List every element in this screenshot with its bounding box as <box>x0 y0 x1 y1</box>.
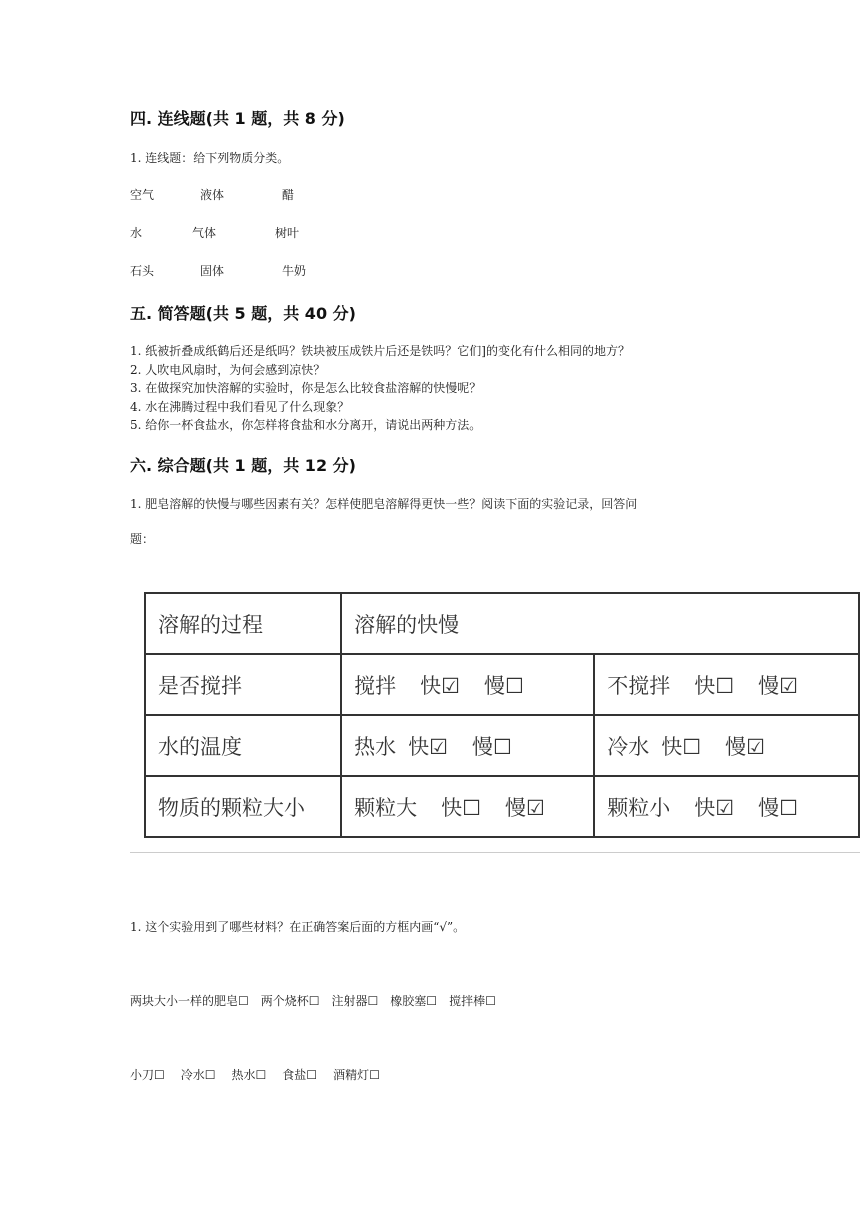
fast-checkbox-label: 快☐ <box>441 795 481 820</box>
matching-item: 醋 <box>282 188 295 202</box>
material-option: 酒精灯☐ <box>333 1068 380 1082</box>
matching-item: 空气 <box>130 188 155 202</box>
material-option: 食盐☐ <box>282 1068 318 1082</box>
section-6-question: 1. 肥皂溶解的快慢与哪些因素有关？怎样使肥皂溶解得更快一些？阅读下面的实验记录，回答问 <box>130 497 638 511</box>
sub-question: 1. 这个实验用到了哪些材料？在正确答案后面的方框内画“√”。 <box>130 920 466 934</box>
condition-label: 颗粒大 <box>354 795 418 820</box>
matching-item: 树叶 <box>275 226 300 240</box>
question-item: 1. 纸被折叠成纸鹤后还是纸吗？铁块被压成铁片后还是铁吗？它们]的变化有什么相同的地方？ <box>130 344 630 358</box>
table-cell <box>594 654 859 715</box>
matching-item: 石头 <box>130 264 155 278</box>
slow-checkbox-label: 慢☐ <box>471 734 512 759</box>
condition-label: 颗粒小 <box>607 795 671 820</box>
material-option: 热水☐ <box>231 1068 267 1082</box>
matching-category: 气体 <box>192 226 217 240</box>
experiment-table-image <box>130 570 860 853</box>
row-label: 水的温度 <box>145 715 341 776</box>
matching-item: 牛奶 <box>282 264 307 278</box>
fast-checkbox-label: 快☑ <box>420 673 460 698</box>
materials-row-1 <box>130 992 496 1009</box>
question-item: 2. 人吹电风扇时，为何会感到凉快？ <box>130 362 326 377</box>
header-cell: 溶解的快慢 <box>341 593 859 654</box>
table-row <box>145 654 859 715</box>
table-header-row <box>145 593 859 654</box>
slow-checkbox-label: 慢☑ <box>758 673 798 698</box>
slow-checkbox-label: 慢☐ <box>758 795 798 820</box>
table-cell <box>341 776 594 837</box>
condition-label: 冷水 <box>607 734 650 759</box>
slow-checkbox-label: 慢☑ <box>504 795 545 820</box>
row-label: 是否搅拌 <box>145 654 341 715</box>
fast-checkbox-label: 快☑ <box>694 795 735 820</box>
question-item: 3. 在做探究加快溶解的实验时，你是怎么比较食盐溶解的快慢呢？ <box>130 381 482 395</box>
section-4-question: 1. 连线题：给下列物质分类。 <box>130 151 290 165</box>
condition-label: 热水 <box>354 734 397 759</box>
experiment-record-table <box>144 592 860 838</box>
header-cell: 溶解的过程 <box>145 593 341 654</box>
materials-row-2 <box>130 1066 380 1083</box>
section-5-heading: 五. 简答题(共 5 题，共 40 分) <box>130 304 356 323</box>
slow-checkbox-label: 慢☑ <box>725 734 765 759</box>
material-option: 搅拌棒☐ <box>449 994 496 1008</box>
table-row <box>145 715 859 776</box>
table-cell <box>594 776 859 837</box>
table-cell <box>341 715 594 776</box>
question-item: 5. 给你一杯食盐水，你怎样将食盐和水分离开，请说出两种方法。 <box>130 418 482 432</box>
section-4-heading: 四. 连线题(共 1 题，共 8 分) <box>130 109 345 128</box>
matching-item: 水 <box>130 226 143 240</box>
fast-checkbox-label: 快☑ <box>408 734 448 759</box>
fast-checkbox-label: 快☐ <box>694 673 735 698</box>
table-cell <box>594 715 859 776</box>
question-item: 4. 水在沸腾过程中我们看见了什么现象？ <box>130 399 350 414</box>
fast-checkbox-label: 快☐ <box>661 734 702 759</box>
material-option: 注射器☐ <box>331 994 379 1008</box>
table-cell <box>341 654 594 715</box>
short-answer-questions <box>130 342 630 435</box>
material-option: 两个烧杯☐ <box>260 994 320 1008</box>
slow-checkbox-label: 慢☐ <box>483 673 524 698</box>
material-option: 两块大小一样的肥皂☐ <box>130 994 249 1008</box>
condition-label: 搅拌 <box>354 673 397 698</box>
section-6-heading: 六. 综合题(共 1 题，共 12 分) <box>130 456 356 475</box>
condition-label: 不搅拌 <box>607 673 671 698</box>
matching-category: 液体 <box>200 188 225 202</box>
material-option: 橡胶塞☐ <box>390 994 438 1008</box>
material-option: 小刀☐ <box>130 1068 165 1082</box>
table-row <box>145 776 859 837</box>
section-6-question-continued: 题： <box>130 532 155 546</box>
material-option: 冷水☐ <box>180 1068 216 1082</box>
matching-category: 固体 <box>200 264 225 278</box>
row-label: 物质的颗粒大小 <box>145 776 341 837</box>
